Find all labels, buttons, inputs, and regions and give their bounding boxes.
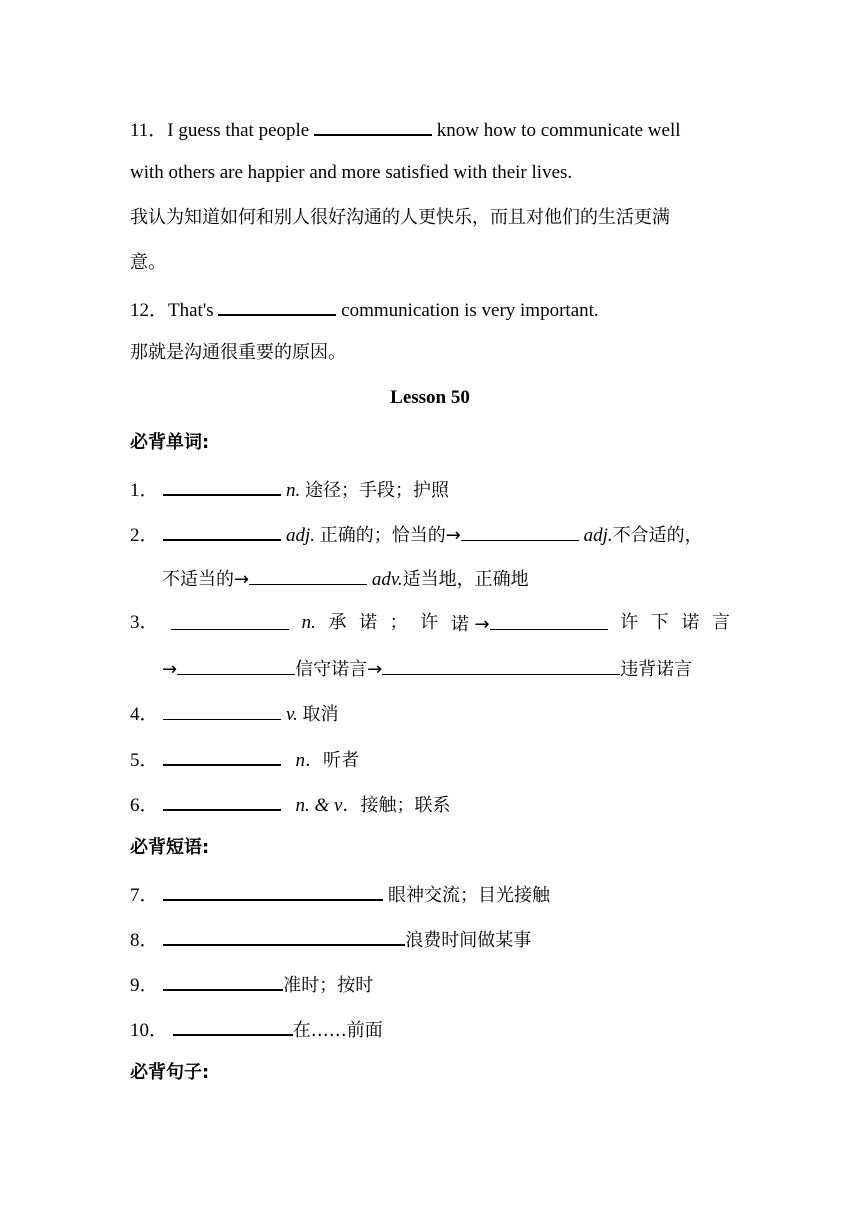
answer-blank[interactable] <box>163 881 383 901</box>
sentence-12-translation: 那就是沟通很重要的原因。 <box>130 342 346 363</box>
answer-blank[interactable] <box>163 971 283 991</box>
sentences-heading: 必背句子: <box>130 1062 210 1083</box>
answer-blank[interactable] <box>173 1016 293 1036</box>
answer-blank[interactable] <box>163 926 405 946</box>
phrase-item-10: 10． 在……前面 <box>130 1016 383 1043</box>
sentence-11-line-2: with others are happier and more satisfied with their lives. <box>130 162 573 183</box>
vocab-item-4: 4． v. 取消 <box>130 701 339 727</box>
vocab-item-6: 6． n. & v．接触；联系 <box>130 791 450 818</box>
vocab-item-2-line-2: 不适当的→ adv.适当地，正确地 <box>162 566 529 592</box>
answer-blank[interactable] <box>382 656 620 675</box>
vocab-item-5: 5． n．听者 <box>130 746 359 773</box>
answer-blank[interactable] <box>490 611 608 630</box>
answer-blank[interactable] <box>163 791 281 811</box>
answer-blank[interactable] <box>249 566 367 585</box>
item-number: 11． <box>130 120 168 141</box>
phrases-heading: 必背短语: <box>130 837 210 858</box>
phrase-item-8: 8． 浪费时间做某事 <box>130 926 531 953</box>
sentence-11-translation-1: 我认为知道如何和别人很好沟通的人更快乐，而且对他们的生活更满 <box>130 207 670 228</box>
vocab-item-3-line-2: → 信守诺言→ 违背诺言 <box>162 656 692 682</box>
item-number: 12． <box>130 300 169 321</box>
answer-blank[interactable] <box>218 296 336 316</box>
sentence-11-translation-2: 意。 <box>130 252 166 273</box>
sentence-11-line-1: 11．I guess that people know how to communicate well <box>130 116 681 143</box>
answer-blank[interactable] <box>314 116 432 136</box>
vocab-heading: 必背单词: <box>130 432 210 453</box>
answer-blank[interactable] <box>171 611 289 630</box>
sentence-12-line: 12．That's communication is very important. <box>130 296 599 323</box>
lesson-title: Lesson 50 <box>390 387 470 408</box>
phrase-item-9: 9． 准时；按时 <box>130 971 373 998</box>
answer-blank[interactable] <box>163 701 281 720</box>
answer-blank[interactable] <box>163 476 281 496</box>
answer-blank[interactable] <box>461 522 579 541</box>
answer-blank[interactable] <box>163 746 281 766</box>
vocab-item-3: 3． n. 承 诺 ； 许 诺 → 许 下 诺 言 <box>130 612 730 635</box>
phrase-item-7: 7． 眼神交流；目光接触 <box>130 881 550 908</box>
answer-blank[interactable] <box>177 656 295 675</box>
vocab-item-1: 1． n. 途径；手段；护照 <box>130 476 449 503</box>
vocab-item-2: 2． adj. 正确的；恰当的→ adj.不合适的， <box>130 521 703 548</box>
answer-blank[interactable] <box>163 521 281 541</box>
